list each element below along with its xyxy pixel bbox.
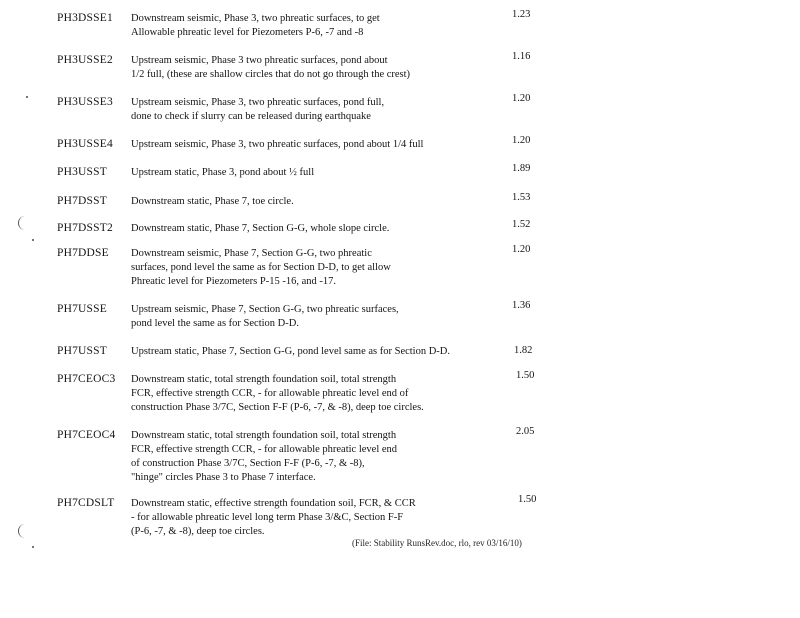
description-line: Upstream static, Phase 7, Section G-G, pond level same as for Section D-D. (131, 346, 451, 357)
factor-of-safety: 1.89 (512, 163, 531, 174)
run-code: PH7DDSE (57, 247, 109, 259)
description-line: Upstream static, Phase 3, pond about ½ full (131, 167, 315, 178)
run-description (131, 222, 511, 236)
description-line: Downstream static, effective strength foundation soil, FCR, & CCR (131, 498, 416, 509)
factor-of-safety: 2.05 (516, 426, 535, 437)
run-code: PH7USSE (57, 303, 107, 315)
description-line: Upstream seismic, Phase 7, Section G-G, two phreatic surfaces, (131, 304, 399, 315)
run-description (131, 429, 511, 485)
description-line: FCR, effective strength CCR, - for allowable phreatic level end (131, 444, 398, 455)
description-line: FCR, effective strength CCR, - for allowable phreatic level end of (131, 388, 409, 399)
run-code: PH3USST (57, 166, 107, 178)
description-line: construction Phase 3/7C, Section F-F (P-6, -7, & -8), deep toe circles. (131, 402, 424, 413)
description-line: Downstream seismic, Phase 3, two phreatic surfaces, to get (131, 13, 380, 24)
run-description (131, 166, 511, 180)
description-line: Downstream static, Phase 7, Section G-G, whole slope circle. (131, 223, 390, 234)
description-line: pond level the same as for Section D-D. (131, 318, 299, 329)
description-line: Downstream static, Phase 7, toe circle. (131, 196, 294, 207)
factor-of-safety: 1.53 (512, 192, 531, 203)
factor-of-safety: 1.23 (512, 9, 531, 20)
run-description (131, 303, 511, 331)
factor-of-safety: 1.20 (512, 244, 531, 255)
run-description (131, 12, 511, 40)
run-description (131, 373, 511, 415)
run-code: PH7DSST (57, 195, 107, 207)
description-line: done to check if slurry can be released during earthquake (131, 111, 371, 122)
run-code: PH3USSE4 (57, 138, 113, 150)
run-code: PH7CDSLT (57, 497, 115, 509)
description-line: - for allowable phreatic level long term Phase 3/&C, Section F-F (131, 512, 404, 523)
run-description (131, 497, 511, 539)
factor-of-safety: 1.16 (512, 51, 531, 62)
description-line: surfaces, pond level the same as for Section D-D, to get allow (131, 262, 391, 273)
description-line: of construction Phase 3/7C, Section F-F (P-6, -7, & -8), (131, 458, 365, 469)
factor-of-safety: 1.20 (512, 135, 531, 146)
run-code: PH7CEOC3 (57, 373, 116, 385)
description-line: Allowable phreatic level for Piezometers P-6, -7 and -8 (131, 27, 364, 38)
description-line: "hinge" circles Phase 3 to Phase 7 interface. (131, 472, 316, 483)
run-code: PH7USST (57, 345, 107, 357)
run-code: PH3USSE3 (57, 96, 113, 108)
description-line: Upstream seismic, Phase 3 two phreatic surfaces, pond about (131, 55, 388, 66)
run-description (131, 345, 511, 359)
description-line: (P-6, -7, & -8), deep toe circles. (131, 526, 265, 537)
run-description (131, 54, 511, 82)
run-code: PH3DSSE1 (57, 12, 113, 24)
scan-speck (32, 546, 34, 548)
description-line: Phreatic level for Piezometers P-15 -16, and -17. (131, 276, 336, 287)
description-line: Downstream seismic, Phase 7, Section G-G, two phreatic (131, 248, 372, 259)
run-code: PH3USSE2 (57, 54, 113, 66)
description-line: Downstream static, total strength foundation soil, total strength (131, 374, 397, 385)
run-description (131, 96, 511, 124)
scan-speck (32, 239, 34, 241)
punch-hole-mark (18, 524, 28, 538)
factor-of-safety: 1.52 (512, 219, 531, 230)
run-description (131, 138, 511, 152)
punch-hole-mark (18, 216, 28, 230)
description-line: 1/2 full, (these are shallow circles that do not go through the crest) (131, 69, 411, 80)
run-description (131, 195, 511, 209)
run-code: PH7CEOC4 (57, 429, 116, 441)
description-line: Upstream seismic, Phase 3, two phreatic surfaces, pond full, (131, 97, 385, 108)
description-line: Downstream static, total strength foundation soil, total strength (131, 430, 397, 441)
scan-speck (26, 96, 28, 98)
run-description (131, 247, 511, 289)
factor-of-safety: 1.50 (516, 370, 535, 381)
factor-of-safety: 1.36 (512, 300, 531, 311)
description-line: Upstream seismic, Phase 3, two phreatic surfaces, pond about 1/4 full (131, 139, 424, 150)
run-code: PH7DSST2 (57, 222, 113, 234)
factor-of-safety: 1.20 (512, 93, 531, 104)
factor-of-safety: 1.50 (518, 494, 537, 505)
factor-of-safety: 1.82 (514, 345, 533, 356)
file-reference-footer: (File: Stability RunsRev.doc, rlo, rev 03/16/10) (352, 538, 522, 548)
